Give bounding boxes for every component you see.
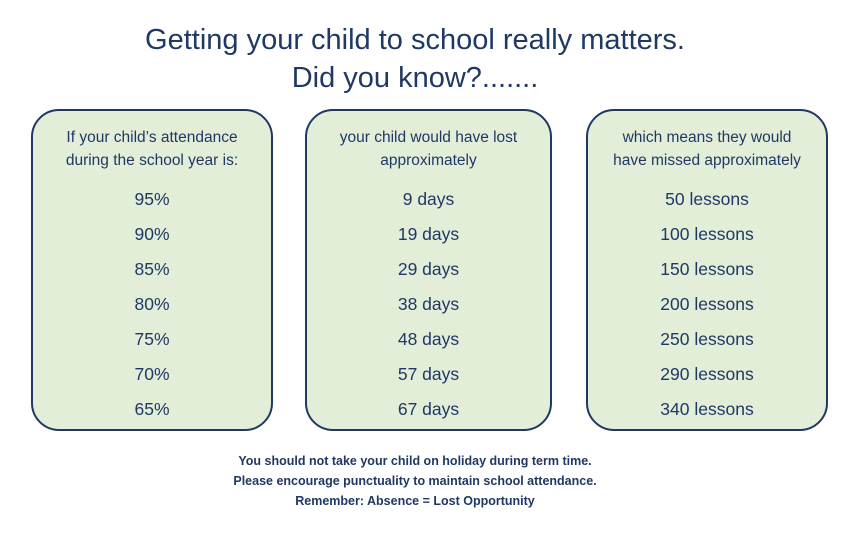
days-lost-list <box>307 187 550 432</box>
days-lost-heading <box>307 126 550 172</box>
days-lost-panel <box>305 109 552 431</box>
lessons-missed-value: 100 lessons <box>660 224 754 244</box>
attendance-value: 65% <box>134 399 170 419</box>
footer-line: Please encourage punctuality to maintain school attendance. <box>233 474 597 488</box>
days-lost-value: 38 days <box>397 294 460 314</box>
days-lost-value: 48 days <box>397 329 460 349</box>
attendance-value: 70% <box>134 364 170 384</box>
days-lost-value: 57 days <box>397 364 460 384</box>
attendance-list <box>33 187 271 432</box>
lessons-missed-value: 340 lessons <box>660 399 754 419</box>
attendance-value: 85% <box>134 259 170 279</box>
lessons-missed-value: 250 lessons <box>660 329 754 349</box>
heading-line: approximately <box>380 152 477 169</box>
days-lost-value: 29 days <box>397 259 460 279</box>
days-lost-value: 9 days <box>402 189 455 209</box>
footer-notice <box>0 451 830 511</box>
footer-line: Remember: Absence = Lost Opportunity <box>295 494 535 508</box>
lessons-missed-value: 150 lessons <box>660 259 754 279</box>
page-subtitle: Did you know?....... <box>291 62 539 94</box>
heading-line: during the school year is: <box>65 152 239 169</box>
attendance-value: 90% <box>134 224 170 244</box>
lessons-missed-value: 50 lessons <box>665 189 749 209</box>
days-lost-value: 67 days <box>397 399 460 419</box>
heading-line: which means they would <box>622 129 792 146</box>
attendance-value: 75% <box>134 329 170 349</box>
footer-line: You should not take your child on holiday during term time. <box>238 454 592 468</box>
days-lost-value: 19 days <box>397 224 460 244</box>
attendance-heading <box>33 126 271 172</box>
heading-line: If your child’s attendance <box>66 129 238 146</box>
attendance-value: 95% <box>134 189 170 209</box>
attendance-value: 80% <box>134 294 170 314</box>
lessons-missed-panel <box>586 109 828 431</box>
page-title: Getting your child to school really matters. <box>145 24 685 56</box>
attendance-panel <box>31 109 273 431</box>
heading-line: your child would have lost <box>339 129 518 146</box>
lessons-missed-heading <box>588 126 826 172</box>
lessons-missed-list <box>588 187 826 432</box>
lessons-missed-value: 290 lessons <box>660 364 754 384</box>
heading-line: have missed approximately <box>613 152 801 169</box>
lessons-missed-value: 200 lessons <box>660 294 754 314</box>
